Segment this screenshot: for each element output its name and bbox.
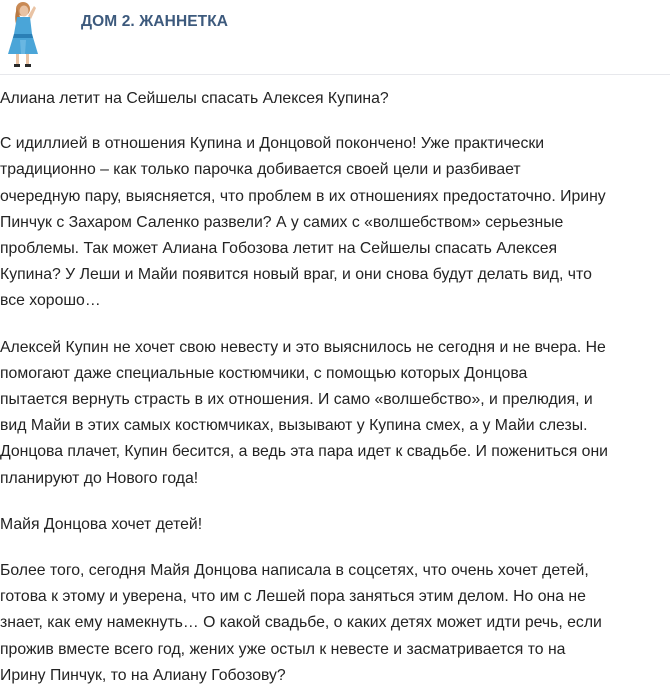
avatar-dress-fold [20, 40, 26, 54]
paragraph-spacer [0, 492, 664, 512]
post-paragraph-headline-1: Алиана летит на Сейшелы спасать Алексея Купина? [0, 90, 389, 107]
header-divider [0, 74, 670, 75]
avatar-figure-icon [0, 0, 44, 70]
post-paragraph: Алексей Купин не хочет свою невесту и это выяснилось не сегодня и не вчера. Не помогают даже специальные костюмчики, с помощью которых Донцова пытается вернуть страсть в их отношения. И само «волшебство», и прелюдия, и вид Майи в этих самых костюмчиках, вызывают у Купина смех, а у Майи слезы. Донцова плачет, Купин бесится, а ведь эта пара идет к свадьбе. И пожениться они планируют до Нового года! [0, 338, 609, 487]
avatar-shoe-left [14, 64, 20, 67]
channel-name-link[interactable]: ДОМ 2. ЖАННЕТКА [81, 13, 229, 30]
channel-avatar[interactable] [0, 0, 44, 70]
avatar-belt [13, 34, 33, 38]
post-paragraph-headline-2: Майя Донцова хочет детей! [0, 515, 203, 533]
paragraph-spacer [0, 315, 664, 335]
post-paragraph: Более того, сегодня Майя Донцова написала в соцсетях, что очень хочет детей, готова к этому и уверена, что им с Лешей пора заняться этим делом. Но она не знает, как ему намекнуть… О какой свадьбе, о каких детях может идти речь, если прожив вместе всего год, жених уже остыл к невесте и засматривается то на Ирину Пинчук, то на Алиану Гобозову? [0, 562, 602, 684]
avatar-shoe-right [25, 64, 31, 67]
paragraph-spacer [0, 538, 664, 558]
paragraph-spacer [0, 112, 664, 131]
avatar-face [20, 6, 29, 17]
post-paragraph: С идиллией в отношения Купина и Донцовой покончено! Уже практически традиционно – как только парочка добивается своей цели и разбивает очередную пару, выясняется, что проблем в их отношениях предостаточно. Ирину Пинчук с Захаром Саленко развели? А у самих с «волшебством» серьезные проблемы. Так может Алиана Гобозова летит на Сейшелы спасать Алексея Купина? У Леши и Майи появится новый враг, и они снова будут делать вид, что все хорошо… [0, 135, 606, 310]
post-header [0, 0, 670, 72]
post-body [0, 86, 664, 689]
